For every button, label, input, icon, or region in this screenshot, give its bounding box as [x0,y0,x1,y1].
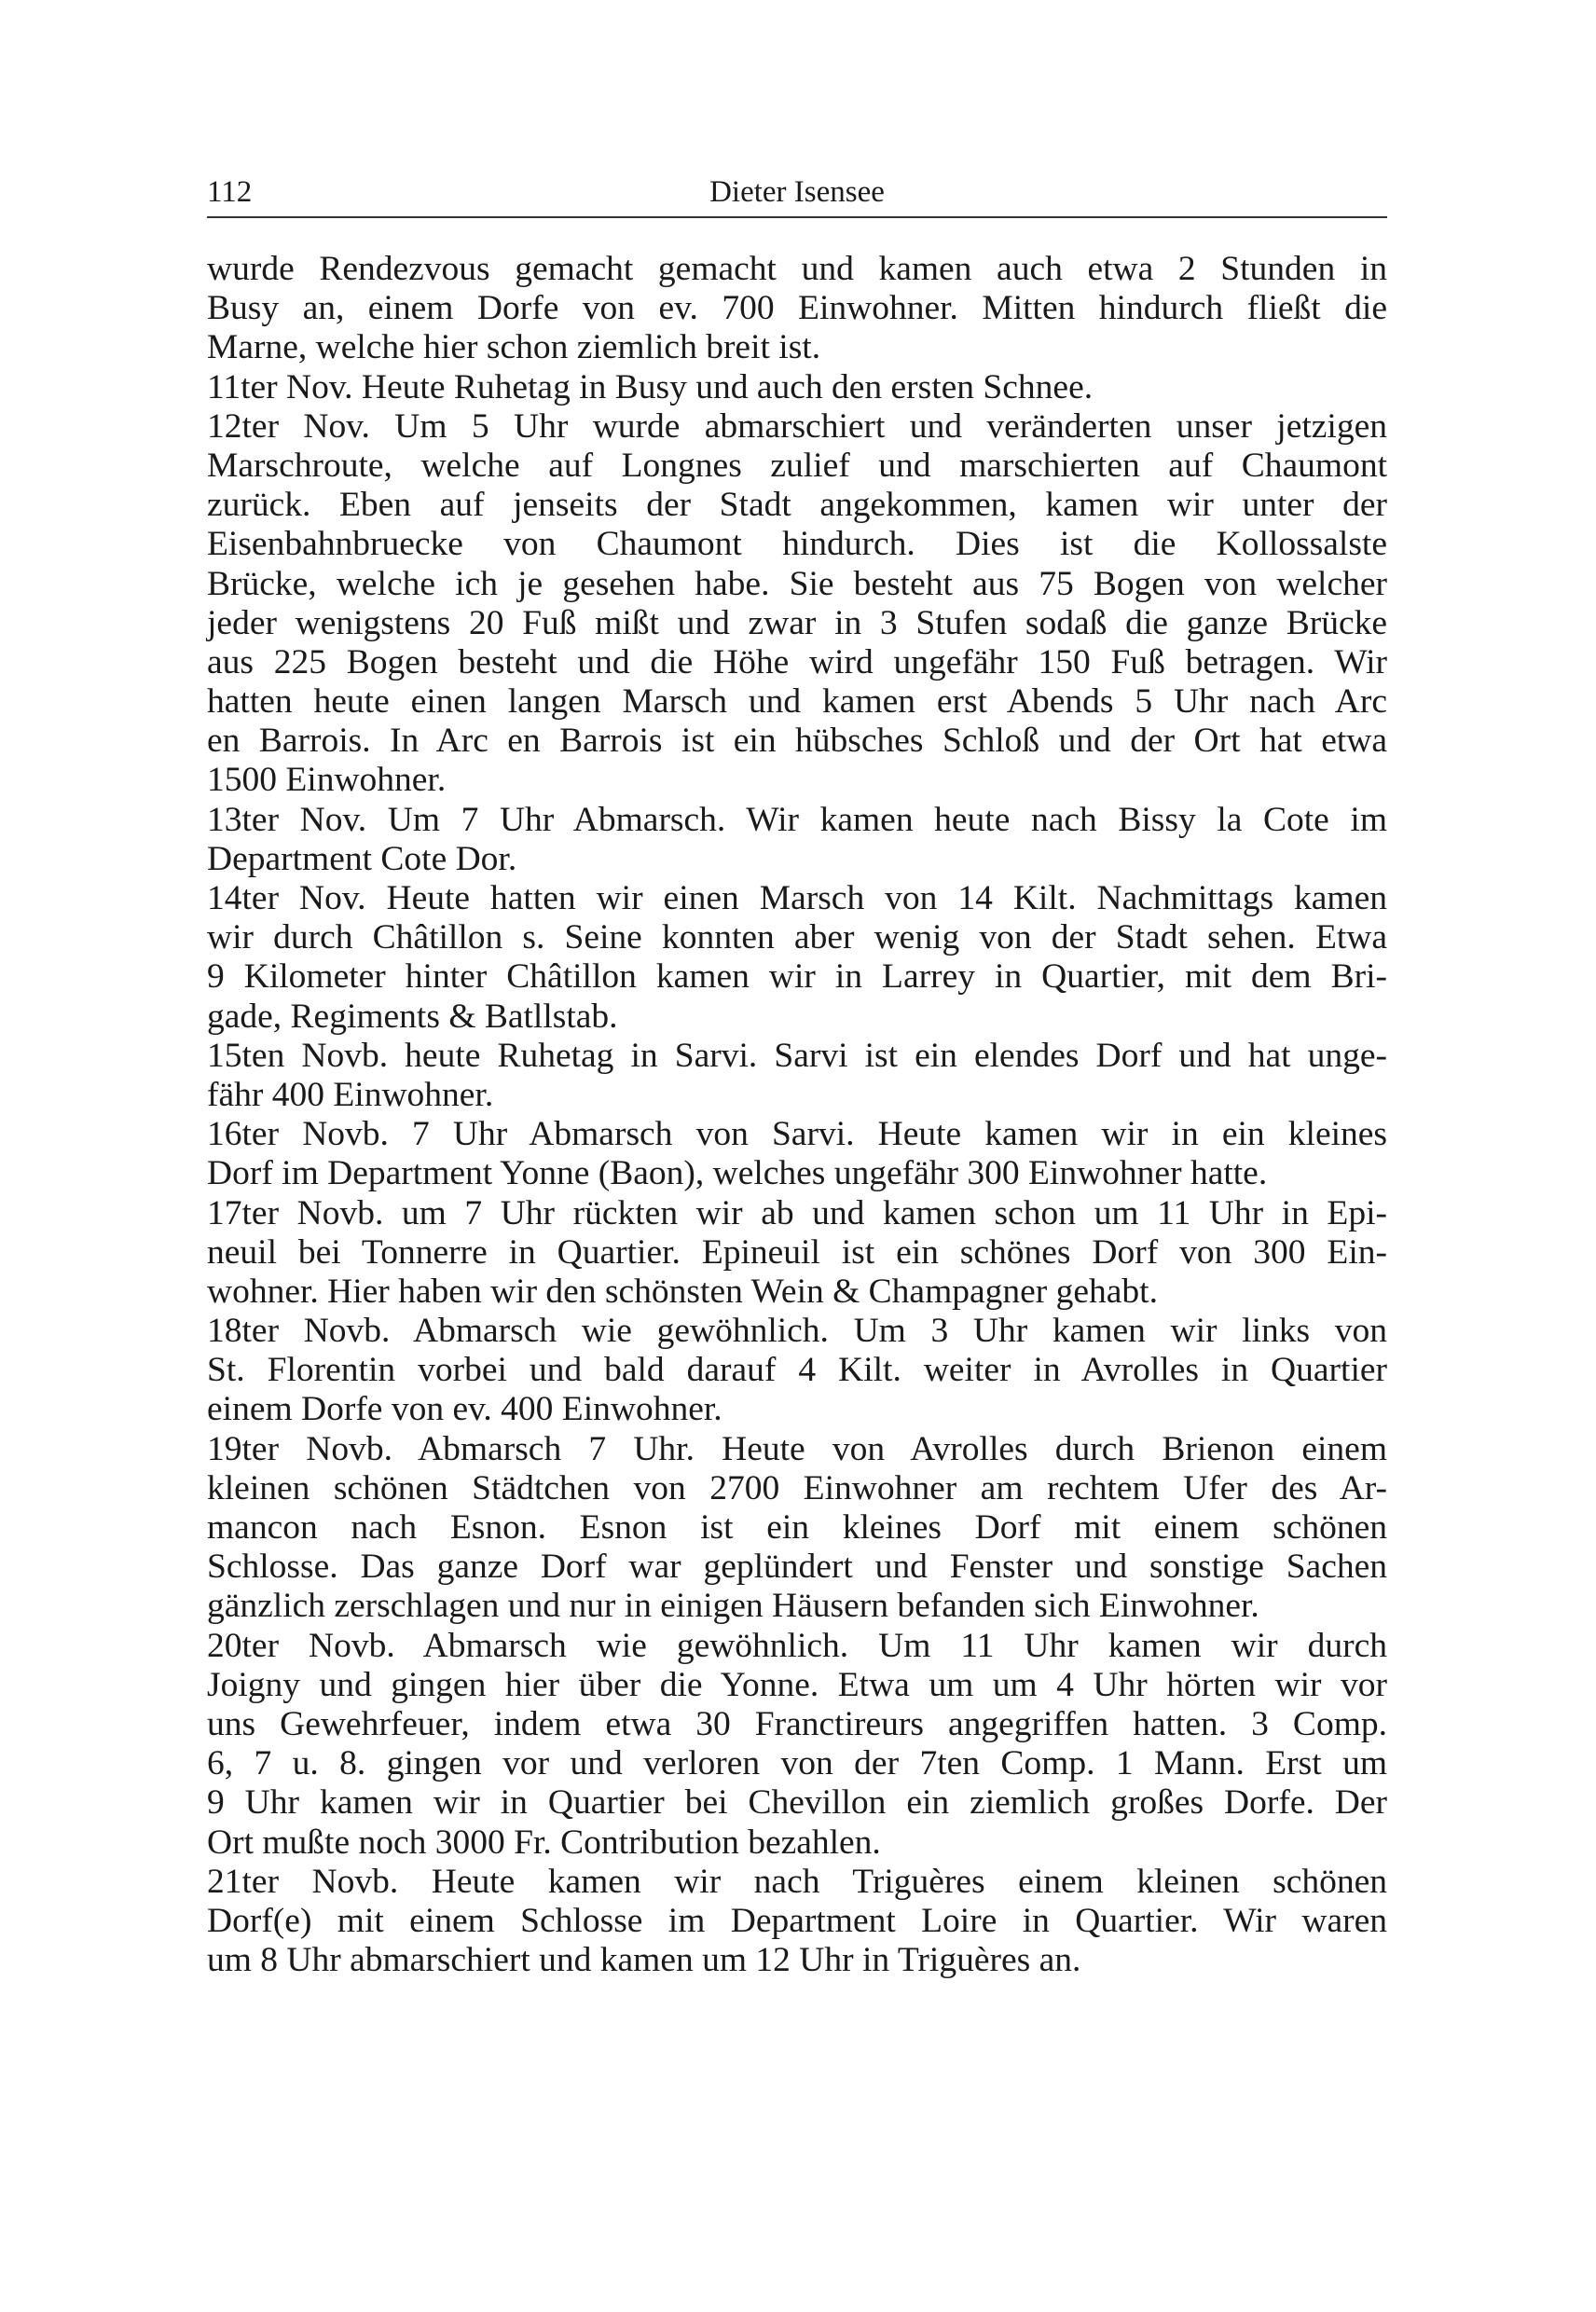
header-rule [207,216,1387,218]
text-line: um 8 Uhr abmarschiert und kamen um 12 Uhr in Triguères an. [207,1941,1081,1980]
text-line: wir durch Châtillon s. Seine konnten aber wenig von der Stadt sehen. Etwa [207,918,1387,957]
text-line: 16ter Novb. 7 Uhr Abmarsch von Sarvi. Heute kamen wir in ein kleines [207,1115,1387,1154]
text-line: 18ter Novb. Abmarsch wie gewöhnlich. Um 3 Uhr kamen wir links von [207,1312,1387,1351]
text-line: gänzlich zerschlagen und nur in einigen Häusern befanden sich Einwohner. [207,1587,1259,1626]
page-number: 112 [207,175,253,209]
text-line: fähr 400 Einwohner. [207,1075,494,1114]
text-line: Busy an, einem Dorfe von ev. 700 Einwohner. Mitten hindurch fließt die [207,289,1387,328]
text-line: aus 225 Bogen besteht und die Höhe wird ungefähr 150 Fuß betragen. Wir [207,642,1387,681]
paragraph [207,1037,1387,1115]
text-line: Brücke, welche ich je gesehen habe. Sie besteht aus 75 Bogen von welcher [207,564,1387,603]
paragraph [207,879,1387,1037]
running-head [207,166,1387,218]
paragraph [207,1863,1387,1981]
paragraph [207,407,1387,801]
text-line: 9 Uhr kamen wir in Quartier bei Chevillon ein ziemlich großes Dorfe. Der [207,1783,1387,1823]
text-line: mancon nach Esnon. Esnon ist ein kleines Dorf mit einem schönen [207,1508,1387,1547]
paragraph [207,801,1387,879]
text-line: 6, 7 u. 8. gingen vor und verloren von der 7ten Comp. 1 Mann. Erst um [207,1744,1387,1783]
text-line: 21ter Novb. Heute kamen wir nach Triguères einem kleinen schönen [207,1862,1387,1901]
paragraph [207,368,1387,407]
text-line: 14ter Nov. Heute hatten wir einen Marsch von 14 Kilt. Nachmittags kamen [207,879,1387,917]
running-title: Dieter Isensee [709,175,885,209]
text-line: 1500 Einwohner. [207,761,447,800]
text-line: Eisenbahnbruecke von Chaumont hindurch. Dies ist die Kollossalste [207,525,1387,564]
paragraph [207,1430,1387,1627]
text-line: 17ter Novb. um 7 Uhr rückten wir ab und kamen schon um 11 Uhr in Epi- [207,1193,1387,1232]
text-line: 12ter Nov. Um 5 Uhr wurde abmarschiert und veränderten unser jetzigen [207,406,1387,446]
text-line: St. Florentin vorbei und bald darauf 4 Kilt. weiter in Avrolles in Quartier [207,1351,1387,1390]
text-line: Schlosse. Das ganze Dorf war geplündert und Fenster und sonstige Sachen [207,1548,1387,1587]
paragraph [207,1312,1387,1430]
paragraph [207,250,1387,368]
text-line: wurde Rendezvous gemacht gemacht und kamen auch etwa 2 Stunden in [207,250,1387,288]
text-line: kleinen schönen Städtchen von 2700 Einwohner am rechtem Ufer des Ar- [207,1468,1387,1507]
text-line: Marne, welche hier schon ziemlich breit ist. [207,328,821,367]
text-line: en Barrois. In Arc en Barrois ist ein hübsches Schloß und der Ort hat etwa [207,722,1387,761]
text-line: Dorf(e) mit einem Schlosse im Department Loire in Quartier. Wir waren [207,1901,1387,1940]
text-line: Marschroute, welche auf Longnes zulief und marschierten auf Chaumont [207,446,1387,485]
text-line: hatten heute einen langen Marsch und kamen erst Abends 5 Uhr nach Arc [207,682,1387,722]
text-line: 11ter Nov. Heute Ruhetag in Busy und auch den ersten Schnee. [207,367,1094,406]
text-line: 20ter Novb. Abmarsch wie gewöhnlich. Um 11 Uhr kamen wir durch [207,1626,1387,1665]
text-line: 13ter Nov. Um 7 Uhr Abmarsch. Wir kamen heute nach Bissy la Cote im [207,800,1387,839]
text-line: zurück. Eben auf jenseits der Stadt angekommen, kamen wir unter der [207,486,1387,525]
text-line: jeder wenigstens 20 Fuß mißt und zwar in 3 Stufen sodaß die ganze Brücke [207,603,1387,642]
text-line: 19ter Novb. Abmarsch 7 Uhr. Heute von Avrolles durch Brienon einem [207,1429,1387,1468]
text-line: Department Cote Dor. [207,839,517,878]
text-line: einem Dorfe von ev. 400 Einwohner. [207,1390,722,1429]
text-line: uns Gewehrfeuer, indem etwa 30 Franctireurs angegriffen hatten. 3 Comp. [207,1704,1387,1743]
text-line: neuil bei Tonnerre in Quartier. Epineuil ist ein schönes Dorf von 300 Ein- [207,1232,1387,1272]
body-text [207,250,1387,1980]
paragraph [207,1115,1387,1193]
text-line: Joigny und gingen hier über die Yonne. Etwa um um 4 Uhr hörten wir vor [207,1665,1387,1704]
text-line: Dorf im Department Yonne (Baon), welches ungefähr 300 Einwohner hatte. [207,1154,1268,1193]
paragraph [207,1194,1387,1313]
text-line: 15ten Novb. heute Ruhetag in Sarvi. Sarvi ist ein elendes Dorf und hat unge- [207,1036,1387,1075]
text-line: Ort mußte noch 3000 Fr. Contribution bezahlen. [207,1823,881,1862]
paragraph [207,1627,1387,1863]
text-line: gade, Regiments & Batllstab. [207,997,618,1036]
text-line: 9 Kilometer hinter Châtillon kamen wir in Larrey in Quartier, mit dem Bri- [207,957,1387,997]
text-line: wohner. Hier haben wir den schönsten Wein & Champagner gehabt. [207,1272,1158,1311]
